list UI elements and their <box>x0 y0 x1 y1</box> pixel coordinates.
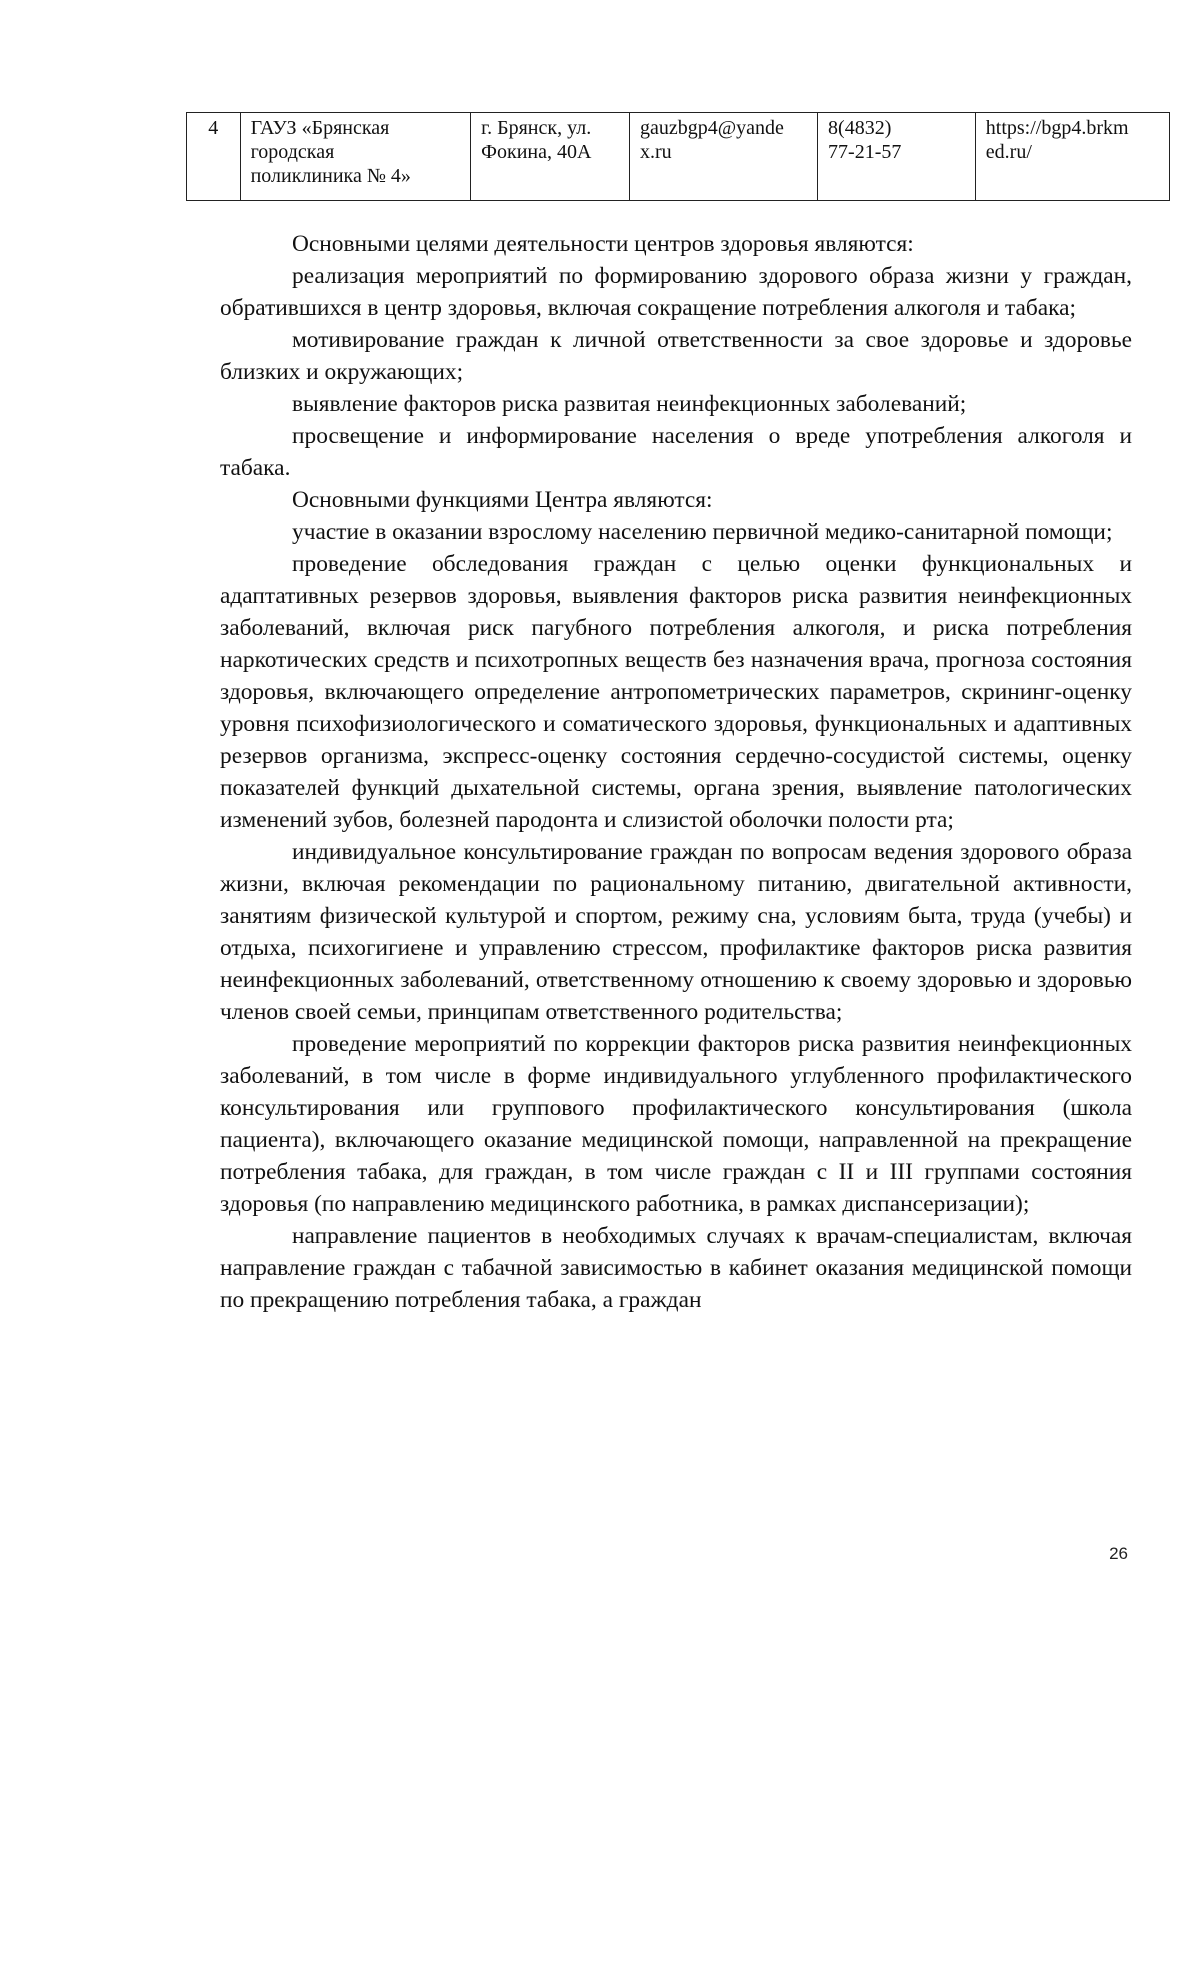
address-cell: г. Брянск, ул. Фокина, 40А <box>471 113 630 201</box>
organizations-table-fragment <box>186 112 1170 201</box>
paragraph-goals-heading: Основными целями деятельности центров здоровья являются: <box>292 231 914 257</box>
website-cell: https://bgp4.brkm ed.ru/ <box>975 113 1169 201</box>
paragraph: проведение мероприятий по коррекции факторов риска развития неинфекционных заболеваний, в том числе в форме индивидуального углубленного профилактического консультирования или группового профилактического консультирования (школа пациента), включающего оказание медицинской помощи, направленной на прекращение потребления табака, для граждан, в том числе граждан с II и III группами состояния здоровья (по направлению медицинского работника, в рамках диспансеризации); <box>220 1031 1132 1217</box>
row-number-cell: 4 <box>187 113 241 201</box>
table-row <box>187 113 1170 201</box>
document-body <box>220 228 1132 1316</box>
paragraph: индивидуальное консультирование граждан по вопросам ведения здорового образа жизни, включая рекомендации по рациональному питанию, двигательной активности, занятиям физической культурой и спортом, режиму сна, условиям быта, труда (учебы) и отдыха, психогигиене и управлению стрессом, профилактике факторов риска развития неинфекционных заболеваний, ответственному отношению к своему здоровью и здоровью членов своей семьи, принципам ответственного родительства; <box>220 839 1132 1025</box>
paragraph-functions-heading: Основными функциями Центра являются: <box>292 487 713 513</box>
paragraph: выявление факторов риска развитая неинфекционных заболеваний; <box>292 391 967 417</box>
phone-cell: 8(4832) 77-21-57 <box>818 113 976 201</box>
paragraph: участие в оказании взрослому населению первичной медико-санитарной помощи; <box>292 519 1113 545</box>
email-cell: gauzbgp4@yande x.ru <box>629 113 817 201</box>
paragraph: направление пациентов в необходимых случаях к врачам-специалистам, включая направление граждан с табачной зависимостью в кабинет оказания медицинской помощи по прекращению потребления табака, а граждан <box>220 1223 1132 1313</box>
paragraph: просвещение и информирование населения о вреде употребления алкоголя и табака. <box>220 423 1132 481</box>
page-number: 26 <box>1109 1544 1128 1563</box>
paragraph: проведение обследования граждан с целью оценки функциональных и адаптативных резервов здоровья, выявления факторов риска развития неинфекционных заболеваний, включая риск пагубного потребления алкоголя, и риска потребления наркотических средств и психотропных веществ без назначения врача, прогноза состояния здоровья, включающего определение антропометрических параметров, скрининг-оценку уровня психофизиологического и соматического здоровья, функциональных и адаптивных резервов организма, экспресс-оценку состояния сердечно-сосудистой системы, оценку показателей функций дыхательной системы, органа зрения, выявление патологических изменений зубов, болезней пародонта и слизистой оболочки полости рта; <box>220 551 1132 833</box>
paragraph: мотивирование граждан к личной ответственности за свое здоровье и здоровье близких и окружающих; <box>220 327 1132 385</box>
organization-name-cell: ГАУЗ «Брянская городская поликлиника № 4» <box>240 113 471 201</box>
paragraph: реализация мероприятий по формированию здорового образа жизни у граждан, обратившихся в центр здоровья, включая сокращение потребления алкоголя и табака; <box>220 263 1132 321</box>
